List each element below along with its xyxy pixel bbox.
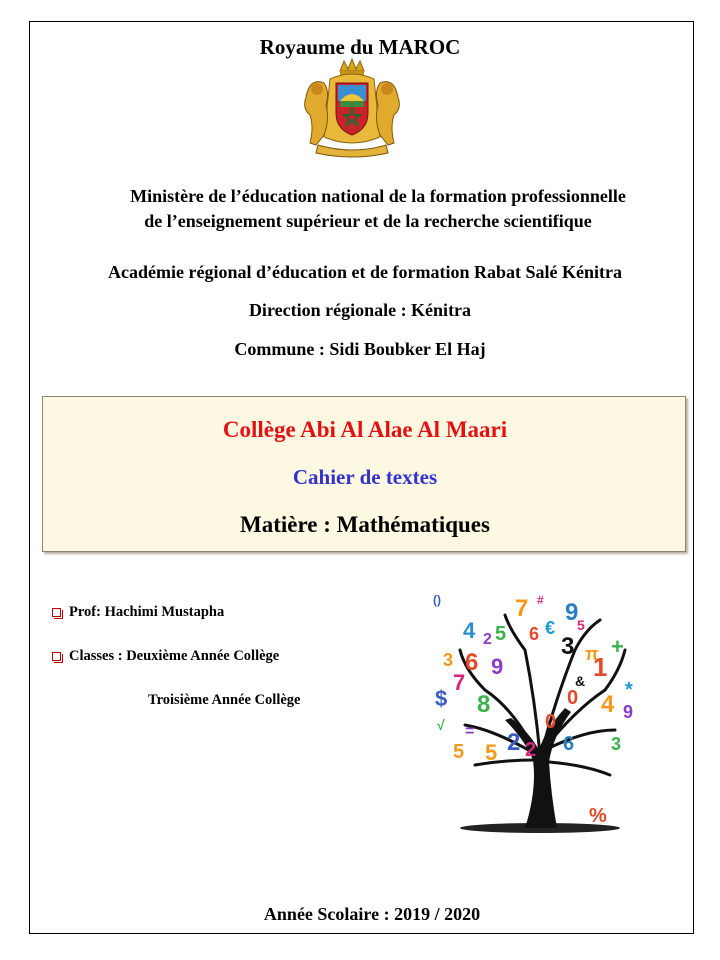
tree-glyph: 7 bbox=[515, 595, 529, 622]
tree-glyph: 6 bbox=[465, 649, 479, 676]
tree-glyph: * bbox=[625, 679, 633, 701]
prof-label: Prof: Hachimi Mustapha bbox=[69, 604, 225, 620]
classes-item bbox=[52, 648, 279, 665]
direction-line: Direction régionale : Kénitra bbox=[248, 300, 472, 320]
tree-glyph: 2 bbox=[507, 729, 521, 756]
tree-glyph: 5 bbox=[453, 741, 465, 763]
tree-glyph: 3 bbox=[443, 650, 454, 670]
tree-glyph: 9 bbox=[491, 654, 504, 679]
ministry-line-2: de l’enseignement supérieur et de la recherche scientifique bbox=[144, 211, 592, 231]
classes-label-2: Troisième Année Collège bbox=[148, 692, 301, 708]
country-heading: Royaume du MAROC bbox=[259, 35, 461, 59]
tree-glyph: 8 bbox=[477, 691, 491, 718]
tree-glyph: 3 bbox=[561, 633, 575, 660]
tree-glyph: 1 bbox=[593, 652, 608, 682]
tree-glyph: 0 bbox=[567, 687, 579, 709]
tree-glyph: + bbox=[611, 634, 624, 659]
tree-glyph: () bbox=[433, 593, 441, 607]
tree-glyph: = bbox=[465, 723, 475, 740]
tree-glyph: % bbox=[589, 805, 607, 827]
prof-item bbox=[52, 604, 224, 621]
tree-glyph: √ bbox=[437, 717, 445, 733]
tree-glyph: 2 bbox=[483, 631, 492, 648]
tree-glyph: 5 bbox=[485, 740, 498, 765]
tree-glyph: 2 bbox=[525, 739, 537, 761]
tree-glyph: 6 bbox=[529, 624, 540, 644]
tree-glyph: 5 bbox=[577, 617, 585, 633]
academy-line: Académie régional d’éducation et de formation Rabat Salé Kénitra bbox=[108, 262, 622, 282]
classes-item-2 bbox=[148, 692, 301, 709]
checkbox-bullet-icon bbox=[52, 652, 61, 661]
classes-label: Classes : Deuxième Année Collège bbox=[69, 648, 280, 664]
tree-glyph: # bbox=[537, 593, 544, 607]
tree-glyph: 3 bbox=[611, 734, 622, 754]
tree-glyph: 4 bbox=[463, 618, 476, 643]
tree-glyph: 6 bbox=[563, 733, 575, 755]
tree-glyph: 9 bbox=[565, 599, 579, 626]
school-year: Année Scolaire : 2019 / 2020 bbox=[263, 904, 481, 924]
tree-glyph: 0 bbox=[545, 711, 557, 733]
tree-glyph: π bbox=[585, 644, 599, 664]
tree-glyph: 9 bbox=[623, 702, 634, 722]
coat-of-arms-icon bbox=[300, 57, 404, 161]
title-box bbox=[42, 396, 686, 552]
tree-glyph: $ bbox=[435, 686, 448, 711]
tree-glyph: & bbox=[575, 673, 586, 689]
subject-title: Matière : Mathématiques bbox=[240, 512, 490, 537]
math-tree-illustration bbox=[425, 590, 645, 835]
checkbox-bullet-icon bbox=[52, 608, 61, 617]
tree-glyph: € bbox=[545, 618, 556, 638]
document-subtitle: Cahier de textes bbox=[292, 465, 438, 489]
tree-glyph: 4 bbox=[601, 691, 615, 718]
commune-line: Commune : Sidi Boubker El Haj bbox=[234, 339, 486, 359]
college-name: Collège Abi Al Alae Al Maari bbox=[222, 417, 508, 442]
ministry-line-1: Ministère de l’éducation national de la formation professionnelle bbox=[130, 186, 626, 206]
tree-glyph: 7 bbox=[453, 670, 466, 695]
tree-glyph: 5 bbox=[495, 623, 507, 645]
